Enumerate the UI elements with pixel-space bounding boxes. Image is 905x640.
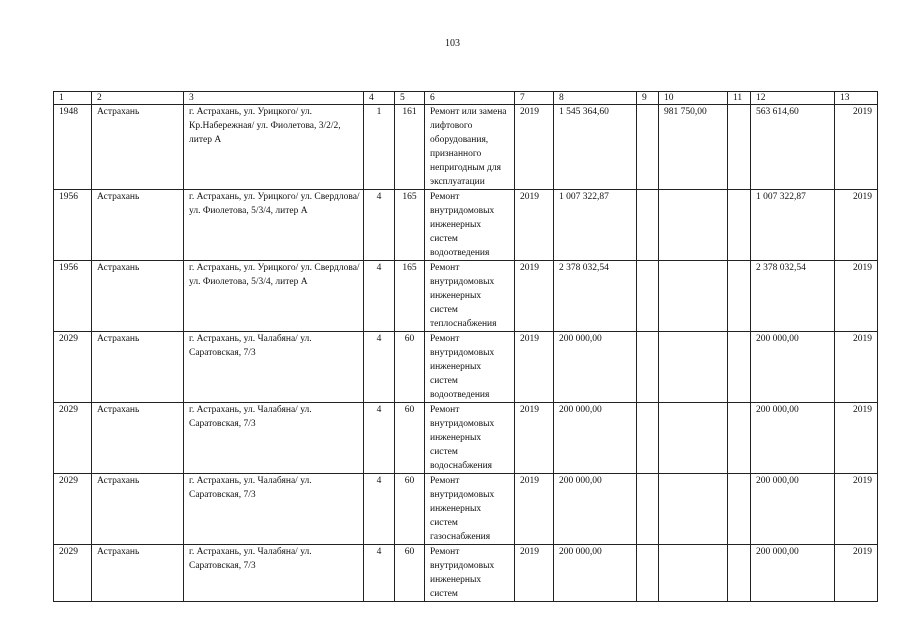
cell-col11: [728, 105, 751, 190]
cell-col11: [728, 190, 751, 261]
column-number: 1: [54, 92, 92, 105]
cell-col11: [728, 261, 751, 332]
cell-col5: 60: [395, 403, 425, 474]
cell-col4: 4: [364, 332, 395, 403]
cell-city: Астрахань: [92, 474, 184, 545]
page-number: 103: [445, 38, 460, 49]
cell-work-type: Ремонт внутридомовых инженерных систем: [425, 545, 515, 602]
cell-col5: 161: [395, 105, 425, 190]
cell-id: 1948: [54, 105, 92, 190]
cell-id: 2029: [54, 545, 92, 602]
cell-year: 2019: [515, 403, 554, 474]
cell-col5: 165: [395, 261, 425, 332]
cell-col9: [637, 261, 659, 332]
cell-year: 2019: [515, 332, 554, 403]
cell-col5: 60: [395, 474, 425, 545]
cell-col12: 2 378 032,54: [751, 261, 835, 332]
cell-col11: [728, 545, 751, 602]
cell-total-cost: 200 000,00: [554, 545, 637, 602]
cell-id: 2029: [54, 403, 92, 474]
cell-total-cost: 1 545 364,60: [554, 105, 637, 190]
cell-total-cost: 200 000,00: [554, 474, 637, 545]
cell-work-type: Ремонт внутридомовых инженерных систем водоотведения: [425, 332, 515, 403]
cell-col12: 1 007 322,87: [751, 190, 835, 261]
cell-address: г. Астрахань, ул. Урицкого/ ул. Кр.Набережная/ ул. Фиолетова, 3/2/2, литер А: [184, 105, 364, 190]
cell-col12: 200 000,00: [751, 403, 835, 474]
table-row: [54, 474, 878, 545]
cell-id: 1956: [54, 261, 92, 332]
cell-year: 2019: [515, 105, 554, 190]
cell-city: Астрахань: [92, 190, 184, 261]
cell-col10: [659, 332, 728, 403]
cell-col4: 4: [364, 403, 395, 474]
cell-col10: 981 750,00: [659, 105, 728, 190]
cell-address: г. Астрахань, ул. Урицкого/ ул. Свердлова/ ул. Фиолетова, 5/3/4, литер А: [184, 190, 364, 261]
cell-col12: 563 614,60: [751, 105, 835, 190]
repair-schedule-table: [53, 91, 878, 602]
cell-work-type: Ремонт внутридомовых инженерных систем водоснабжения: [425, 403, 515, 474]
cell-total-cost: 200 000,00: [554, 403, 637, 474]
cell-year: 2019: [515, 545, 554, 602]
column-number: 5: [395, 92, 425, 105]
cell-completion-year: 2019: [835, 105, 878, 190]
cell-work-type: Ремонт внутридомовых инженерных систем газоснабжения: [425, 474, 515, 545]
cell-total-cost: 1 007 322,87: [554, 190, 637, 261]
cell-col10: [659, 474, 728, 545]
table-row: [54, 105, 878, 190]
cell-col4: 4: [364, 545, 395, 602]
cell-col9: [637, 190, 659, 261]
cell-col5: 60: [395, 332, 425, 403]
cell-year: 2019: [515, 190, 554, 261]
cell-col9: [637, 332, 659, 403]
cell-col5: 60: [395, 545, 425, 602]
cell-city: Астрахань: [92, 261, 184, 332]
cell-col4: 4: [364, 474, 395, 545]
cell-address: г. Астрахань, ул. Урицкого/ ул. Свердлова/ ул. Фиолетова, 5/3/4, литер А: [184, 261, 364, 332]
table-row: [54, 332, 878, 403]
cell-work-type: Ремонт внутридомовых инженерных систем теплоснабжения: [425, 261, 515, 332]
cell-completion-year: 2019: [835, 190, 878, 261]
cell-col10: [659, 261, 728, 332]
cell-col9: [637, 545, 659, 602]
cell-col4: 4: [364, 190, 395, 261]
table-row: [54, 190, 878, 261]
cell-col10: [659, 403, 728, 474]
cell-col10: [659, 545, 728, 602]
cell-col10: [659, 190, 728, 261]
column-number: 2: [92, 92, 184, 105]
cell-col9: [637, 403, 659, 474]
column-number: 4: [364, 92, 395, 105]
cell-col11: [728, 403, 751, 474]
cell-col4: 1: [364, 105, 395, 190]
cell-address: г. Астрахань, ул. Чалабяна/ ул. Саратовская, 7/3: [184, 332, 364, 403]
column-number: 9: [637, 92, 659, 105]
cell-address: г. Астрахань, ул. Чалабяна/ ул. Саратовская, 7/3: [184, 474, 364, 545]
cell-total-cost: 2 378 032,54: [554, 261, 637, 332]
cell-completion-year: 2019: [835, 474, 878, 545]
cell-address: г. Астрахань, ул. Чалабяна/ ул. Саратовская, 7/3: [184, 403, 364, 474]
cell-completion-year: 2019: [835, 261, 878, 332]
cell-total-cost: 200 000,00: [554, 332, 637, 403]
cell-col5: 165: [395, 190, 425, 261]
cell-id: 2029: [54, 474, 92, 545]
cell-year: 2019: [515, 261, 554, 332]
cell-id: 1956: [54, 190, 92, 261]
cell-city: Астрахань: [92, 105, 184, 190]
cell-col12: 200 000,00: [751, 545, 835, 602]
column-number: 11: [728, 92, 751, 105]
table-row: [54, 261, 878, 332]
table-row: [54, 403, 878, 474]
cell-col12: 200 000,00: [751, 332, 835, 403]
cell-completion-year: 2019: [835, 545, 878, 602]
cell-year: 2019: [515, 474, 554, 545]
cell-col9: [637, 105, 659, 190]
cell-col9: [637, 474, 659, 545]
cell-city: Астрахань: [92, 403, 184, 474]
column-number: 3: [184, 92, 364, 105]
column-number: 13: [835, 92, 878, 105]
cell-col11: [728, 332, 751, 403]
cell-id: 2029: [54, 332, 92, 403]
column-number-row: [54, 92, 878, 105]
cell-completion-year: 2019: [835, 403, 878, 474]
cell-completion-year: 2019: [835, 332, 878, 403]
cell-col12: 200 000,00: [751, 474, 835, 545]
column-number: 7: [515, 92, 554, 105]
cell-city: Астрахань: [92, 545, 184, 602]
table-row: [54, 545, 878, 602]
cell-col11: [728, 474, 751, 545]
column-number: 6: [425, 92, 515, 105]
column-number: 10: [659, 92, 728, 105]
cell-col4: 4: [364, 261, 395, 332]
cell-work-type: Ремонт или замена лифтового оборудования, признанного непригодным для эксплуатации: [425, 105, 515, 190]
column-number: 12: [751, 92, 835, 105]
column-number: 8: [554, 92, 637, 105]
cell-address: г. Астрахань, ул. Чалабяна/ ул. Саратовская, 7/3: [184, 545, 364, 602]
cell-city: Астрахань: [92, 332, 184, 403]
cell-work-type: Ремонт внутридомовых инженерных систем водоотведения: [425, 190, 515, 261]
